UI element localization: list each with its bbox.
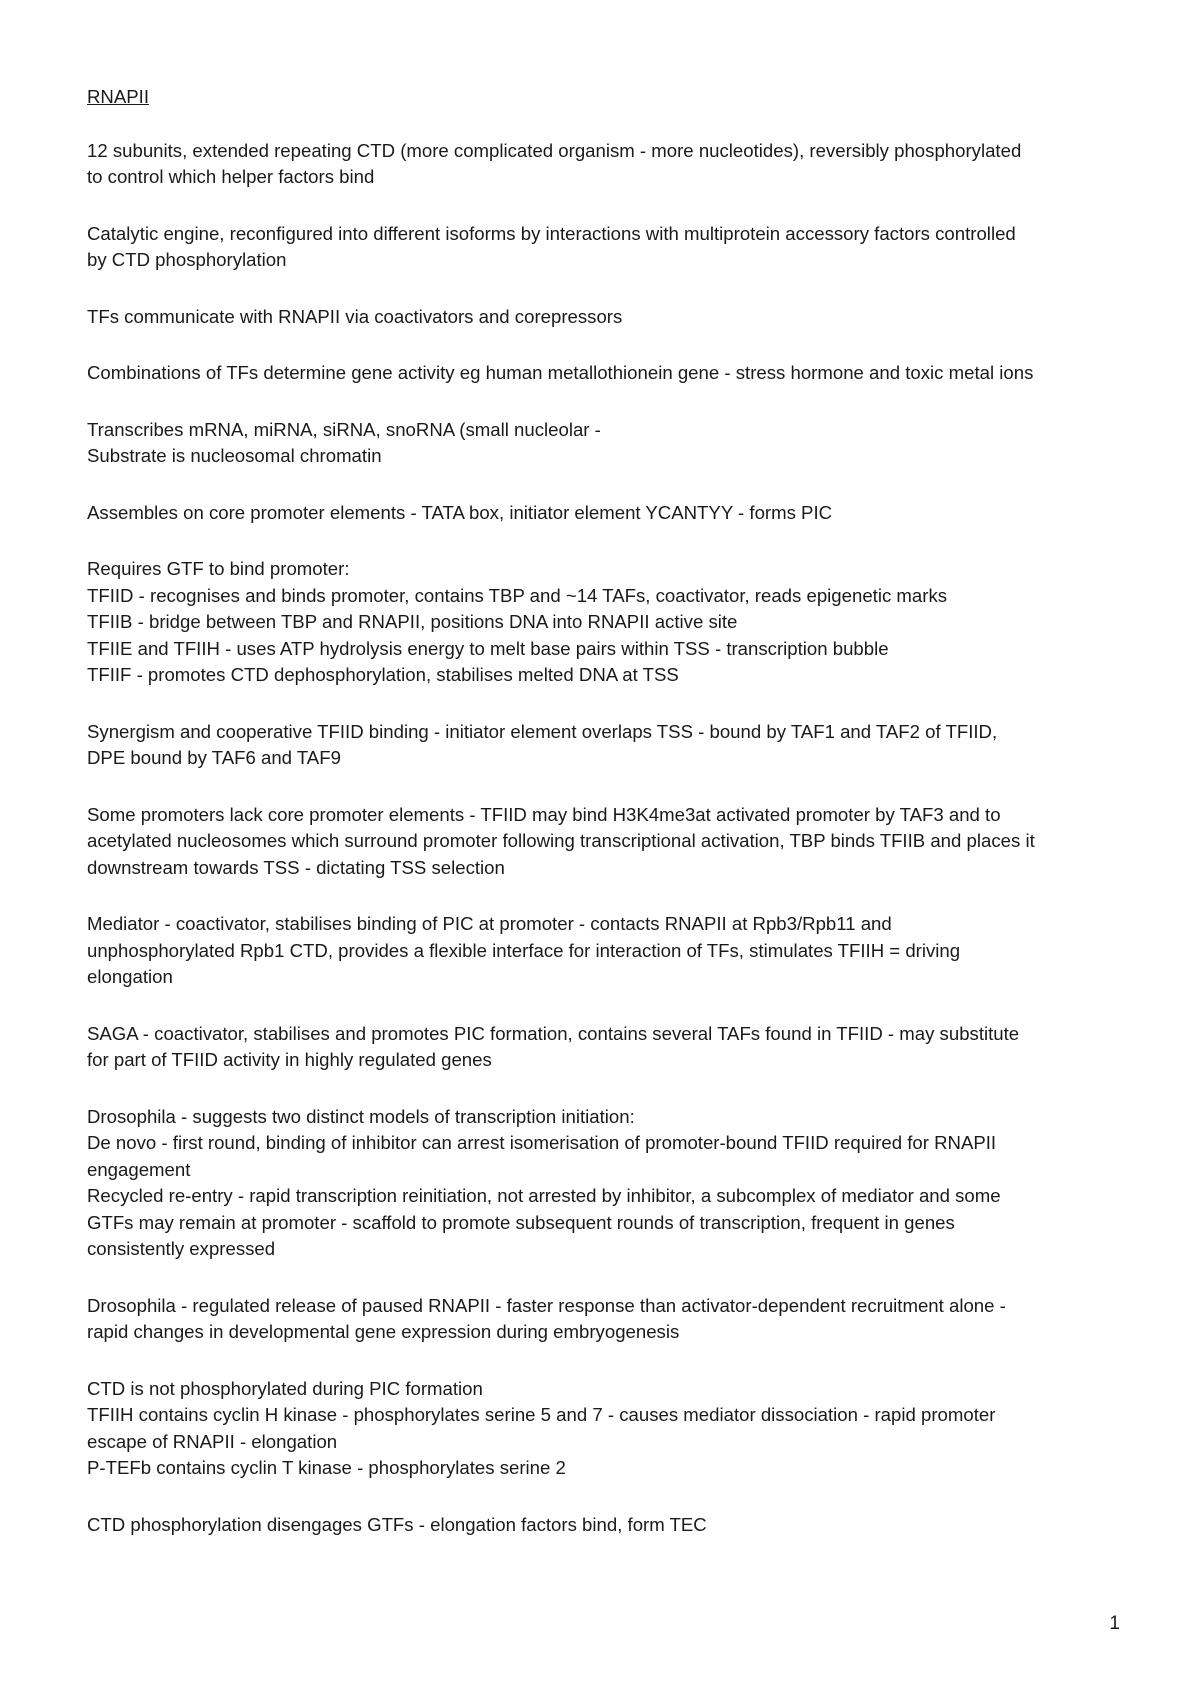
paragraph — [87, 911, 1147, 991]
paragraph-line: by CTD phosphorylation — [87, 249, 287, 270]
paragraph-line: escape of RNAPII - elongation — [87, 1430, 338, 1452]
paragraph-line: TFIIF - promotes CTD dephosphorylation, stabilises melted DNA at TSS — [87, 664, 679, 685]
paragraph-line: Drosophila - regulated release of paused RNAPII - faster response than activator-dependent recruitment alone - — [87, 1294, 1006, 1316]
paragraph-line: TFs communicate with RNAPII via coactivators and corepressors — [87, 305, 623, 327]
paragraph-line: TFIIE and TFIIH - uses ATP hydrolysis energy to melt base pairs within TSS - transcription bubble — [87, 637, 889, 659]
paragraph-line: SAGA - coactivator, stabilises and promotes PIC formation, contains several TAFs found in TFIID - may substitute — [87, 1022, 1020, 1044]
paragraph-line: acetylated nucleosomes which surround promoter following transcriptional activation, TBP binds TFIIB and places it — [87, 830, 1035, 851]
paragraph-line: Mediator - coactivator, stabilises binding of PIC at promoter - contacts RNAPII at Rpb3/Rpb11 and — [87, 913, 892, 934]
page-title: RNAPII — [87, 86, 149, 107]
paragraph-line: Recycled re-entry - rapid transcription reinitiation, not arrested by inhibitor, a subcomplex of mediator and some — [87, 1185, 1001, 1206]
paragraph — [87, 417, 1147, 470]
paragraph-line: TFIIB - bridge between TBP and RNAPII, positions DNA into RNAPII active site — [87, 611, 738, 632]
paragraph-line: DPE bound by TAF6 and TAF9 — [87, 747, 341, 768]
paragraph-line: Drosophila - suggests two distinct models of transcription initiation: — [87, 1105, 635, 1127]
paragraph — [87, 1376, 1147, 1482]
paragraph-line: CTD is not phosphorylated during PIC formation — [87, 1377, 483, 1399]
paragraph-line: GTFs may remain at promoter - scaffold to promote subsequent rounds of transcription, frequent in genes — [87, 1211, 955, 1233]
paragraph — [87, 1021, 1147, 1074]
paragraph — [87, 719, 1147, 772]
paragraph-line: Combinations of TFs determine gene activity eg human metallothionein gene - stress hormone and toxic metal ions — [87, 362, 1034, 383]
paragraph-line: unphosphorylated Rpb1 CTD, provides a flexible interface for interaction of TFs, stimulates TFIIH = driving — [87, 939, 961, 961]
paragraph-line: De novo - first round, binding of inhibitor can arrest isomerisation of promoter-bound TFIID required for RNAPII — [87, 1132, 997, 1153]
paragraph — [87, 1293, 1147, 1346]
document-body — [87, 84, 1147, 1568]
paragraph-line: downstream towards TSS - dictating TSS selection — [87, 856, 505, 878]
paragraph — [87, 556, 1147, 689]
paragraph-line: Synergism and cooperative TFIID binding - initiator element overlaps TSS - bound by TAF1 and TAF2 of TFIID, — [87, 720, 998, 742]
paragraph-line: Some promoters lack core promoter elements - TFIID may bind H3K4me3at activated promoter by TAF3 and to — [87, 803, 1001, 825]
paragraph — [87, 1104, 1147, 1263]
paragraph-line: to control which helper factors bind — [87, 166, 375, 187]
paragraph-list — [87, 138, 1147, 1539]
paragraph-line: 12 subunits, extended repeating CTD (more complicated organism - more nucleotides), reversibly phosphorylated — [87, 139, 1022, 161]
paragraph — [87, 802, 1147, 882]
paragraph-line: Substrate is nucleosomal chromatin — [87, 445, 382, 466]
paragraph-line: for part of TFIID activity in highly regulated genes — [87, 1049, 492, 1070]
paragraph — [87, 1512, 1147, 1539]
paragraph-line: Requires GTF to bind promoter: — [87, 558, 350, 579]
paragraph-line: TFIIH contains cyclin H kinase - phosphorylates serine 5 and 7 - causes mediator dissociation - rapid promoter — [87, 1404, 996, 1425]
paragraph — [87, 138, 1147, 191]
paragraph-line: rapid changes in developmental gene expression during embryogenesis — [87, 1321, 680, 1342]
paragraph-line: P-TEFb contains cyclin T kinase - phosphorylates serine 2 — [87, 1457, 566, 1478]
page-number: 1 — [1109, 1613, 1120, 1634]
paragraph-line: Catalytic engine, reconfigured into different isoforms by interactions with multiprotein accessory factors controlled — [87, 222, 1016, 244]
paragraph-line: CTD phosphorylation disengages GTFs - elongation factors bind, form TEC — [87, 1513, 707, 1535]
paragraph — [87, 360, 1147, 387]
paragraph — [87, 221, 1147, 274]
paragraph-line: elongation — [87, 966, 173, 987]
paragraph-line: consistently expressed — [87, 1238, 276, 1259]
paragraph-line: Transcribes mRNA, miRNA, siRNA, snoRNA (small nucleolar - — [87, 418, 601, 440]
paragraph-line: TFIID - recognises and binds promoter, contains TBP and ~14 TAFs, coactivator, reads epigenetic marks — [87, 584, 948, 606]
paragraph — [87, 304, 1147, 331]
paragraph-line: engagement — [87, 1158, 191, 1180]
paragraph — [87, 500, 1147, 527]
paragraph-line: Assembles on core promoter elements - TATA box, initiator element YCANTYY - forms PIC — [87, 501, 833, 523]
